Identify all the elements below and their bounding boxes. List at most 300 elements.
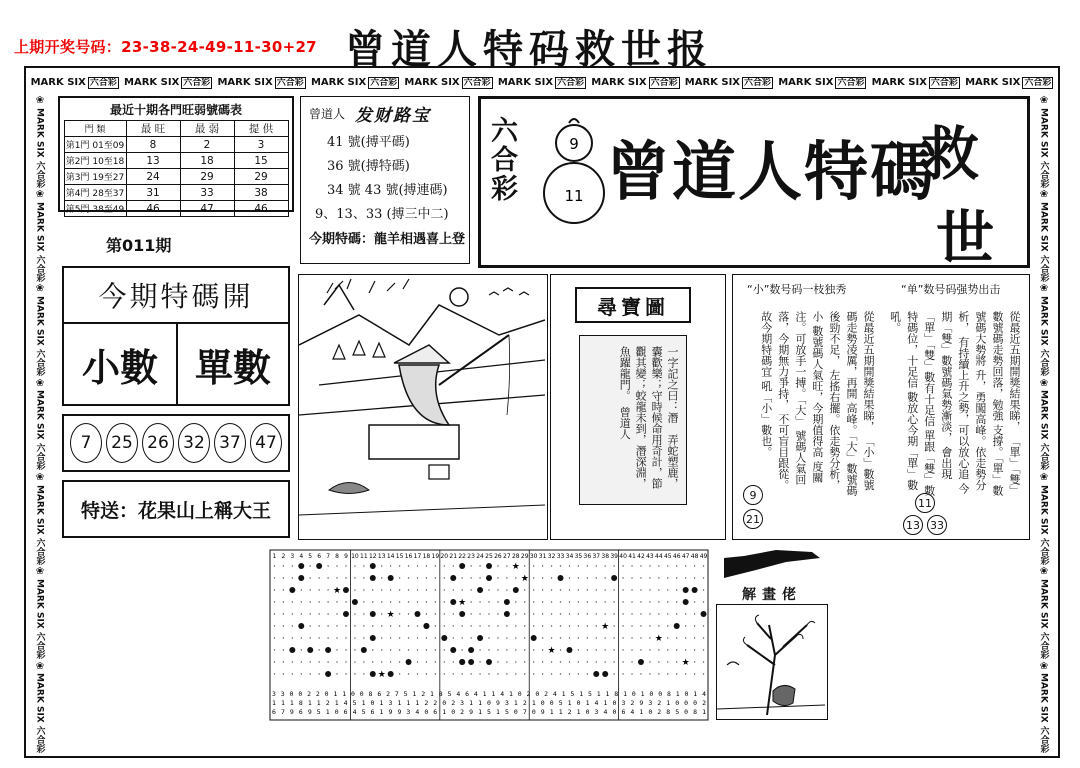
chart-grid-dot (381, 661, 382, 662)
chart-grid-dot (345, 601, 346, 602)
liuhecai-mark: 六合彩 (1024, 77, 1052, 88)
chart-drawn-mark (298, 575, 304, 581)
chart-grid-dot (417, 565, 418, 566)
mark-six-logo: MARK SIX 六合彩 (124, 76, 211, 88)
chart-drawn-mark (701, 611, 707, 617)
chart-grid-dot (640, 649, 641, 650)
analysis-line: 「單」「雙」數號碼走勢回落，勉強 (990, 311, 1021, 496)
chart-grid-dot (685, 577, 686, 578)
chart-grid-dot (363, 625, 364, 626)
chart-grid-dot (408, 649, 409, 650)
chart-grid-dot (336, 613, 337, 614)
chart-stat-row: 3 3 0 0 2 2 0 1 1 0 0 8 6 2 7 5 1 2 1 8 5 4 6 4 1 1 4 1 0 2 0 2 4 1 5 1 5 1 1 8 1 0 1 0 0 8 1 0 1 4 (272, 690, 706, 698)
chart-grid-dot (336, 661, 337, 662)
chart-grid-dot (426, 565, 427, 566)
analysis-line: 有持續上升之勢，可以放心追 (956, 336, 970, 480)
tip-line: 36 號(搏特碼) (327, 159, 410, 174)
table-row (64, 185, 288, 201)
chart-drawn-mark (325, 671, 331, 677)
chart-grid-dot (515, 673, 516, 674)
tree-illustration (717, 605, 825, 717)
table-cell: 46 (234, 201, 288, 217)
chart-grid-dot (622, 637, 623, 638)
chart-grid-dot (506, 661, 507, 662)
chart-grid-dot (569, 577, 570, 578)
mark-six-logo: MARK SIX 六合彩 (497, 76, 585, 88)
chart-grid-dot (694, 661, 695, 662)
chart-grid-dot (667, 601, 668, 602)
chart-column-label: 22 (458, 553, 467, 560)
chart-grid-dot (444, 649, 445, 650)
chart-grid-dot (703, 601, 704, 602)
analysis-line: 高峰。「大」數號碼後勁不足， (827, 311, 858, 496)
fishing-illustration-panel (298, 274, 548, 540)
chart-drawn-mark (316, 563, 322, 569)
table-header: 最 弱 (180, 121, 234, 137)
chart-grid-dot (551, 661, 552, 662)
chart-grid-dot (399, 565, 400, 566)
chart-grid-dot (640, 589, 641, 590)
chart-column-label: 43 (646, 553, 654, 560)
analysis-line: 單跟「雙」數特碼位，十足信 (905, 311, 936, 496)
chart-grid-dot (283, 649, 284, 650)
liuhecai-mark: 六合彩 (557, 77, 585, 88)
jiehua-title: 解畫佬 (742, 587, 802, 603)
chart-grid-dot (399, 601, 400, 602)
chart-grid-dot (381, 589, 382, 590)
chart-grid-dot (703, 589, 704, 590)
chart-grid-dot (363, 589, 364, 590)
gourd-number-top: 9 (569, 135, 579, 153)
chart-grid-dot (578, 673, 579, 674)
table-cell: 18 (180, 153, 234, 169)
chart-grid-dot (533, 601, 534, 602)
table-cell: 29 (180, 169, 234, 185)
chart-column-label: 10 (351, 553, 359, 560)
chart-grid-dot (283, 589, 284, 590)
chart-grid-dot (453, 637, 454, 638)
chart-stat-row: 1 1 1 8 1 1 2 1 4 5 1 0 1 3 1 1 1 2 2 0 2 3 1 1 0 9 3 1 2 1 0 0 5 1 0 1 4 1 0 3 2 9 3 2 1 0 0 0 2 (272, 699, 706, 707)
chart-grid-dot (551, 637, 552, 638)
chart-grid-dot (533, 649, 534, 650)
chart-grid-dot (542, 661, 543, 662)
banner-title: 曾道人特碼 (606, 135, 936, 210)
chart-grid-dot (372, 601, 373, 602)
chart-star-mark: ★ (511, 562, 520, 572)
chart-grid-dot (542, 565, 543, 566)
chart-grid-dot (622, 565, 623, 566)
chart-grid-dot (533, 613, 534, 614)
chart-grid-dot (292, 625, 293, 626)
chart-drawn-mark (558, 575, 564, 581)
chart-column-label: 8 (335, 553, 339, 560)
chart-grid-dot (649, 613, 650, 614)
chart-grid-dot (461, 673, 462, 674)
liuhecai-mark: 六合彩 (463, 77, 491, 88)
chart-grid-dot (417, 637, 418, 638)
chart-grid-dot (551, 577, 552, 578)
chart-grid-dot (649, 637, 650, 638)
chart-column-label: 28 (511, 553, 520, 560)
analysis-line: 支撐。「單」數號碼大勢將 (973, 311, 1004, 496)
chart-grid-dot (345, 673, 346, 674)
chart-grid-dot (497, 601, 498, 602)
flower-icon: ❀ (35, 283, 45, 295)
chart-grid-dot (390, 637, 391, 638)
chart-grid-dot (479, 613, 480, 614)
chart-drawn-mark (388, 671, 394, 677)
treasure-panel (550, 274, 726, 540)
number-circle: 37 (214, 423, 246, 463)
tips-script: 发财路宝 (355, 106, 432, 126)
chart-drawn-mark (388, 575, 394, 581)
chart-grid-dot (444, 625, 445, 626)
trend-chart-svg (266, 546, 712, 724)
chart-grid-dot (667, 613, 668, 614)
chart-grid-dot (542, 613, 543, 614)
chart-grid-dot (479, 625, 480, 626)
chart-grid-dot (497, 649, 498, 650)
treasure-scroll (579, 335, 687, 505)
chart-grid-dot (649, 649, 650, 650)
chart-grid-dot (703, 565, 704, 566)
chart-grid-dot (631, 577, 632, 578)
chart-grid-dot (578, 565, 579, 566)
chart-grid-dot (301, 661, 302, 662)
chart-grid-dot (640, 637, 641, 638)
chart-grid-dot (703, 637, 704, 638)
chart-grid-dot (390, 625, 391, 626)
chart-drawn-mark (504, 599, 510, 605)
chart-grid-dot (569, 625, 570, 626)
chart-grid-dot (587, 565, 588, 566)
chart-grid-dot (703, 625, 704, 626)
tips-label: 曾道人 (309, 107, 346, 121)
chart-grid-dot (613, 589, 614, 590)
chart-grid-dot (631, 601, 632, 602)
chart-grid-dot (444, 601, 445, 602)
chart-grid-dot (336, 673, 337, 674)
chart-drawn-mark (414, 611, 420, 617)
chart-grid-dot (301, 637, 302, 638)
chart-grid-dot (613, 625, 614, 626)
chart-grid-dot (515, 661, 516, 662)
chart-grid-dot (533, 625, 534, 626)
chart-grid-dot (381, 649, 382, 650)
chart-grid-dot (310, 625, 311, 626)
table-cell: 第4門 28至37 (64, 185, 126, 201)
chart-grid-dot (506, 589, 507, 590)
chart-grid-dot (605, 661, 606, 662)
chart-grid-dot (399, 673, 400, 674)
chart-drawn-mark (441, 635, 447, 641)
chart-grid-dot (569, 673, 570, 674)
chart-grid-dot (551, 625, 552, 626)
chart-grid-dot (560, 613, 561, 614)
tip-line: 41 號(搏平碼) (327, 135, 410, 150)
chart-grid-dot (354, 649, 355, 650)
chart-grid-dot (470, 673, 471, 674)
chart-grid-dot (533, 661, 534, 662)
chart-grid-dot (283, 673, 284, 674)
analysis-line: 數放心今期「單」數吼。 (888, 311, 919, 491)
chart-grid-dot (658, 673, 659, 674)
analysis-line: 升，勇闖高峰。依走勢分析， (956, 311, 987, 491)
table-cell: 3 (234, 137, 288, 153)
mark-six-logo: MARK SIX 六合彩 (591, 76, 678, 88)
chart-drawn-mark (343, 611, 349, 617)
chart-column-label: 48 (690, 553, 699, 560)
chart-grid-dot (444, 613, 445, 614)
table-cell: 15 (234, 153, 288, 169)
chart-grid-dot (470, 637, 471, 638)
chart-grid-dot (560, 589, 561, 590)
chart-drawn-mark (370, 611, 376, 617)
hot-cold-table-title: 最近十期各門旺弱號碼表 (109, 103, 242, 117)
table-cell: 8 (126, 137, 180, 153)
mark-six-logo: MARK SIX 六合彩 (1038, 484, 1049, 565)
chart-grid-dot (578, 589, 579, 590)
chart-grid-dot (613, 661, 614, 662)
chart-grid-dot (515, 577, 516, 578)
chart-grid-dot (694, 577, 695, 578)
chart-column-label: 37 (592, 553, 601, 560)
chart-grid-dot (399, 649, 400, 650)
chart-grid-dot (390, 589, 391, 590)
table-cell: 31 (126, 185, 180, 201)
last-draw-numbers: 上期开奖号码：23-38-24-49-11-30+27 (14, 38, 317, 56)
chart-grid-dot (318, 637, 319, 638)
chart-grid-dot (631, 673, 632, 674)
chart-grid-dot (497, 589, 498, 590)
chart-grid-dot (667, 577, 668, 578)
chart-grid-dot (435, 661, 436, 662)
chart-grid-dot (274, 661, 275, 662)
hot-cold-table (64, 120, 289, 217)
chart-grid-dot (345, 625, 346, 626)
gourd-number-bottom: 11 (564, 187, 584, 205)
chart-grid-dot (515, 649, 516, 650)
chart-column-label: 18 (422, 553, 431, 560)
chart-grid-dot (435, 565, 436, 566)
mark-six-logo: MARK SIX 六合彩 (34, 673, 45, 754)
chart-grid-dot (453, 673, 454, 674)
chart-grid-dot (506, 625, 507, 626)
analysis-left-text (741, 311, 877, 497)
chart-drawn-mark (566, 647, 572, 653)
chart-grid-dot (578, 661, 579, 662)
chart-grid-dot (578, 601, 579, 602)
chart-grid-dot (479, 601, 480, 602)
flower-icon: ❀ (1039, 471, 1049, 483)
logo-strip-left (28, 94, 52, 754)
tips-header (309, 101, 469, 126)
chart-grid-dot (578, 649, 579, 650)
table-cell: 第5門 38至49 (64, 201, 126, 217)
chart-grid-dot (301, 589, 302, 590)
chart-column-label: 6 (317, 553, 322, 560)
chart-grid-dot (435, 673, 436, 674)
chart-grid-dot (426, 649, 427, 650)
mark-six-logo: MARK SIX 六合彩 (1038, 673, 1049, 754)
chart-grid-dot (560, 565, 561, 566)
chart-grid-dot (354, 565, 355, 566)
chart-column-label: 25 (485, 553, 493, 560)
chart-grid-dot (631, 637, 632, 638)
table-row (64, 201, 288, 217)
chart-grid-dot (408, 577, 409, 578)
chart-grid-dot (667, 589, 668, 590)
chart-grid-dot (613, 673, 614, 674)
chart-grid-dot (524, 661, 525, 662)
chart-grid-dot (533, 673, 534, 674)
chart-grid-dot (310, 637, 311, 638)
chart-grid-dot (283, 661, 284, 662)
chart-grid-dot (613, 613, 614, 614)
chart-grid-dot (292, 601, 293, 602)
chart-grid-dot (417, 625, 418, 626)
chart-drawn-mark (468, 647, 474, 653)
chart-grid-dot (515, 637, 516, 638)
chart-grid-dot (515, 601, 516, 602)
chart-drawn-mark (477, 587, 483, 593)
chart-grid-dot (560, 637, 561, 638)
chart-grid-dot (694, 637, 695, 638)
chart-grid-dot (336, 577, 337, 578)
chart-grid-dot (649, 601, 650, 602)
chart-star-mark: ★ (601, 622, 610, 632)
chart-grid-dot (310, 613, 311, 614)
chart-column-label: 2 (281, 553, 286, 560)
chart-drawn-mark (531, 635, 537, 641)
chart-grid-dot (569, 661, 570, 662)
chart-grid-dot (488, 625, 489, 626)
mark-six-logo: MARK SIX 六合彩 (30, 76, 117, 88)
chart-column-label: 5 (308, 553, 313, 560)
mark-six-logo: MARK SIX 六合彩 (310, 76, 398, 88)
chart-grid-dot (318, 625, 319, 626)
chart-star-mark: ★ (386, 610, 395, 620)
chart-column-label: 23 (467, 553, 475, 560)
chart-grid-dot (587, 673, 588, 674)
chart-grid-dot (426, 589, 427, 590)
chart-drawn-mark (423, 623, 429, 629)
chart-column-label: 16 (404, 553, 413, 560)
chart-grid-dot (497, 625, 498, 626)
chart-star-mark: ★ (458, 598, 467, 608)
chart-grid-dot (613, 565, 614, 566)
chart-grid-dot (345, 565, 346, 566)
chart-grid-dot (605, 577, 606, 578)
chart-grid-dot (605, 589, 606, 590)
chart-grid-dot (524, 673, 525, 674)
chart-grid-dot (381, 613, 382, 614)
chart-grid-dot (426, 661, 427, 662)
chart-grid-dot (318, 661, 319, 662)
chart-grid-dot (524, 637, 525, 638)
chart-grid-dot (488, 613, 489, 614)
chart-grid-dot (658, 601, 659, 602)
chart-grid-dot (283, 577, 284, 578)
chart-grid-dot (372, 589, 373, 590)
chart-grid-dot (310, 565, 311, 566)
chart-grid-dot (274, 589, 275, 590)
chart-grid-dot (676, 565, 677, 566)
chart-grid-dot (497, 613, 498, 614)
chart-grid-dot (327, 577, 328, 578)
chart-column-label: 46 (672, 553, 681, 560)
analysis-line: 從最近五期開獎結果睇， (1008, 311, 1021, 432)
chart-grid-dot (479, 649, 480, 650)
chart-grid-dot (560, 673, 561, 674)
analysis-line: 會出現「單」「雙」數有十足信 (922, 311, 953, 480)
chart-grid-dot (336, 649, 337, 650)
chart-grid-dot (292, 637, 293, 638)
analysis-head-left: “小”数号码一枝独秀 (747, 283, 847, 296)
chart-grid-dot (453, 661, 454, 662)
chart-grid-dot (640, 577, 641, 578)
page-title: 曾道人特码救世报 (345, 26, 713, 73)
chart-grid-dot (524, 649, 525, 650)
chart-grid-dot (274, 577, 275, 578)
chart-grid-dot (613, 637, 614, 638)
chart-grid-dot (435, 577, 436, 578)
chart-grid-dot (399, 637, 400, 638)
treasure-riddle: 一字記之曰：潛 弄蛇塑鹿，囊歡樂；守時候命用奇計，節觀其變；蛟龍未到，潛深淵，魚躍龍門。 曾道人 (618, 346, 679, 489)
chart-column-label: 15 (395, 553, 404, 560)
chart-grid-dot (283, 565, 284, 566)
chart-grid-dot (703, 661, 704, 662)
chart-grid-dot (274, 601, 275, 602)
chart-grid-dot (551, 613, 552, 614)
chart-grid-dot (363, 565, 364, 566)
chart-drawn-mark (602, 671, 608, 677)
chart-grid-dot (274, 613, 275, 614)
chart-drawn-mark (361, 647, 367, 653)
chart-grid-dot (354, 589, 355, 590)
table-row (64, 137, 288, 153)
table-cell: 13 (126, 153, 180, 169)
chart-grid-dot (551, 565, 552, 566)
chart-grid-dot (283, 625, 284, 626)
chart-grid-dot (676, 613, 677, 614)
chart-grid-dot (345, 577, 346, 578)
chart-grid-dot (372, 625, 373, 626)
chart-grid-dot (345, 649, 346, 650)
chart-grid-dot (605, 613, 606, 614)
chart-grid-dot (426, 673, 427, 674)
chart-grid-dot (408, 613, 409, 614)
chart-grid-dot (587, 613, 588, 614)
chart-stat-row: 6 7 9 6 9 5 1 0 6 4 5 6 1 9 9 3 4 0 6 1 0 2 9 1 5 1 5 0 7 0 9 1 1 2 1 0 3 4 0 6 4 1 0 2 8 5 0 8 1 (272, 708, 706, 716)
chart-grid-dot (596, 637, 597, 638)
chart-column-label: 42 (637, 553, 645, 560)
table-cell: 24 (126, 169, 180, 185)
chart-grid-dot (453, 613, 454, 614)
chart-grid-dot (605, 565, 606, 566)
chart-grid-dot (390, 565, 391, 566)
chart-grid-dot (274, 565, 275, 566)
chart-grid-dot (542, 589, 543, 590)
number-circle: 25 (106, 423, 138, 463)
mark-six-logo: MARK SIX 六合彩 (34, 390, 45, 471)
chart-grid-dot (605, 649, 606, 650)
chart-grid-dot (560, 649, 561, 650)
chart-column-label: 12 (368, 553, 377, 560)
chart-grid-dot (417, 601, 418, 602)
chart-grid-dot (310, 661, 311, 662)
chart-grid-dot (533, 589, 534, 590)
